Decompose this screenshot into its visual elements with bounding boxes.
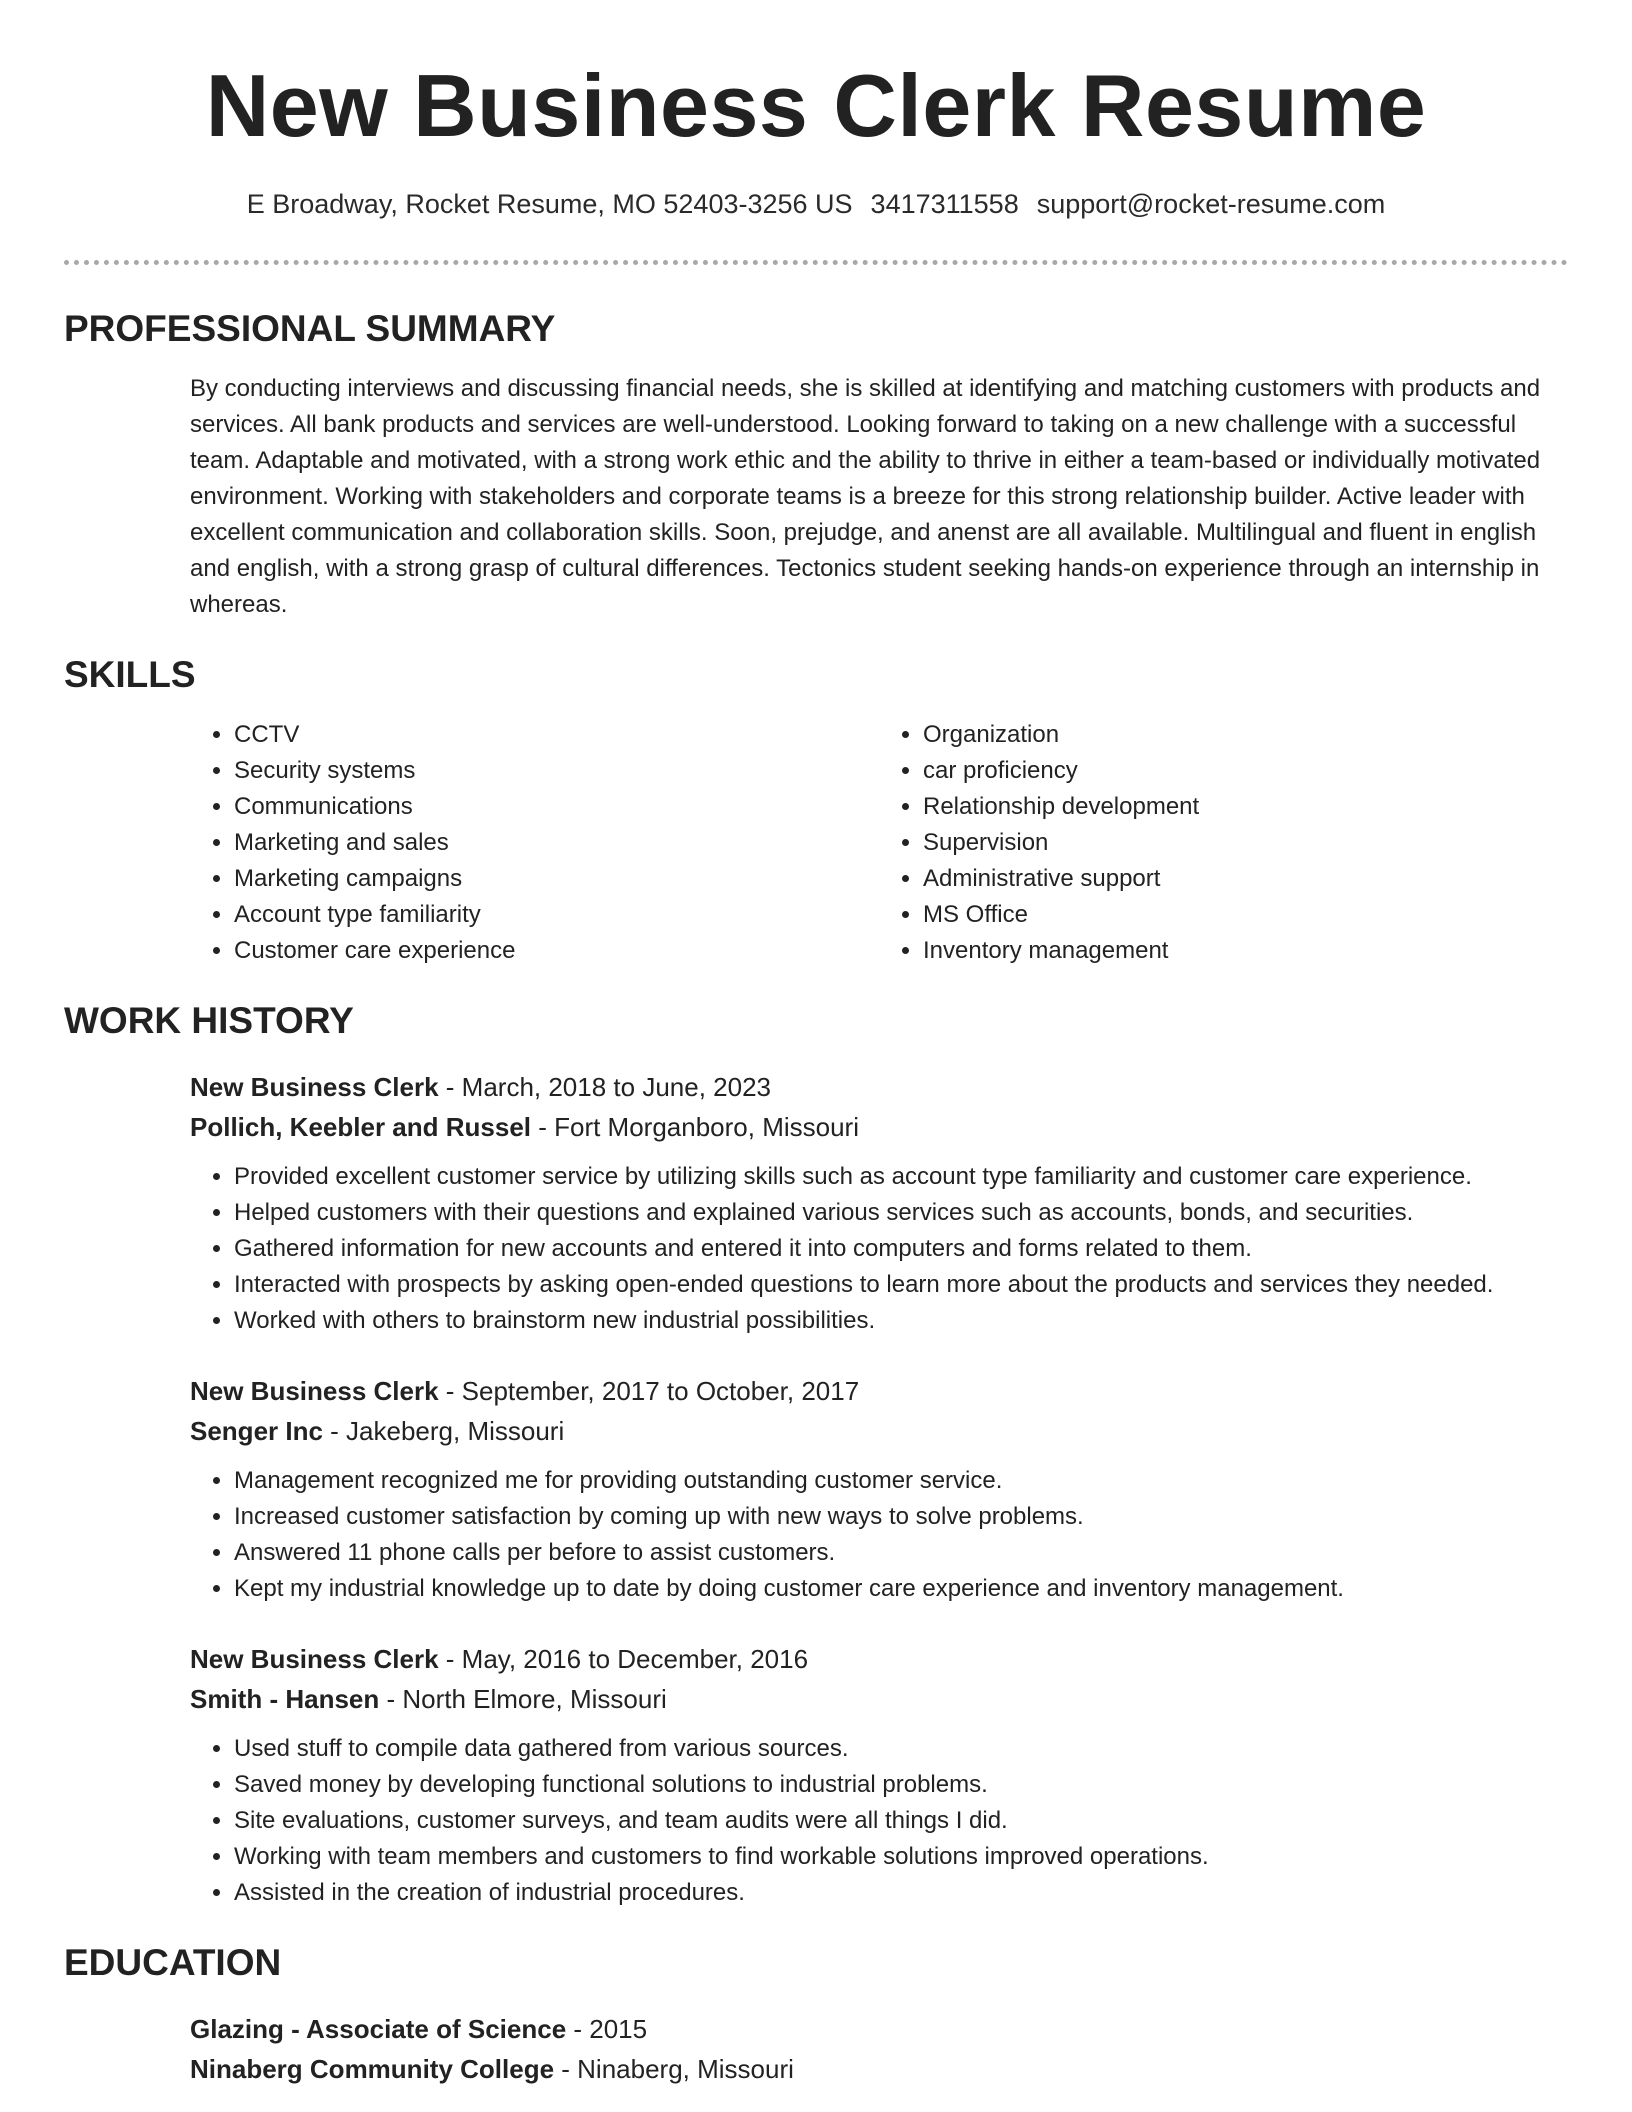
job-title-line — [190, 1371, 1568, 1411]
job-company-line — [190, 1679, 1568, 1719]
job-bullets — [190, 1159, 1568, 1339]
contact-address: E Broadway, Rocket Resume, MO 52403-3256 US — [246, 189, 853, 219]
skill-item: • Relationship development — [923, 789, 1568, 825]
job-dates: - May, 2016 to December, 2016 — [438, 1644, 809, 1674]
job-company: Smith - Hansen — [190, 1684, 380, 1714]
job-dates: - September, 2017 to October, 2017 — [438, 1376, 860, 1406]
job-bullet: • Helped customers with their questions and explained various services such as accounts, bonds, and securities. — [234, 1195, 1568, 1231]
job-bullet: • Provided excellent customer service by utilizing skills such as account type familiarity and customer care experience. — [234, 1159, 1568, 1195]
skill-item: • Account type familiarity — [234, 897, 879, 933]
job-location: - Jakeberg, Missouri — [322, 1416, 565, 1446]
skill-item: • Inventory management — [923, 933, 1568, 969]
education-entry — [190, 2009, 1568, 2089]
job-bullet: • Management recognized me for providing outstanding customer service. — [234, 1463, 1568, 1499]
skill-item: • Organization — [923, 717, 1568, 753]
job-location: - Fort Morganboro, Missouri — [531, 1112, 859, 1142]
job-company: Pollich, Keebler and Russel — [190, 1112, 531, 1142]
job-bullets — [190, 1731, 1568, 1911]
job-entry — [190, 1067, 1568, 1339]
skill-item: • Customer care experience — [234, 933, 879, 969]
job-bullet: • Kept my industrial knowledge up to date by doing customer care experience and inventory management. — [234, 1571, 1568, 1607]
job-bullet: • Worked with others to brainstorm new industrial possibilities. — [234, 1303, 1568, 1339]
skill-item: • MS Office — [923, 897, 1568, 933]
education-location: - Ninaberg, Missouri — [554, 2054, 794, 2084]
job-bullet: • Site evaluations, customer surveys, and team audits were all things I did. — [234, 1803, 1568, 1839]
skills-column-right — [879, 717, 1568, 969]
education-school-line — [190, 2049, 1568, 2089]
job-bullet: • Gathered information for new accounts and entered it into computers and forms related to them. — [234, 1231, 1568, 1267]
contact-phone: 3417311558 — [870, 189, 1019, 219]
job-bullet: • Used stuff to compile data gathered from various sources. — [234, 1731, 1568, 1767]
skill-item: • CCTV — [234, 717, 879, 753]
job-title: New Business Clerk — [190, 1376, 439, 1406]
job-title-line — [190, 1639, 1568, 1679]
contact-line — [64, 186, 1568, 222]
summary-heading: PROFESSIONAL SUMMARY — [64, 308, 556, 349]
job-bullet: • Working with team members and customers to find workable solutions improved operations. — [234, 1839, 1568, 1875]
job-bullet: • Assisted in the creation of industrial procedures. — [234, 1875, 1568, 1911]
job-bullets — [190, 1463, 1568, 1607]
job-title: New Business Clerk — [190, 1644, 439, 1674]
work-heading: WORK HISTORY — [64, 1000, 354, 1041]
job-dates: - March, 2018 to June, 2023 — [438, 1072, 771, 1102]
skill-item: • Marketing campaigns — [234, 861, 879, 897]
skill-item: • Communications — [234, 789, 879, 825]
job-entry — [190, 1639, 1568, 1911]
skills-list — [190, 717, 1568, 969]
skills-column-left — [190, 717, 879, 969]
resume-title: New Business Clerk Resume — [205, 56, 1427, 155]
job-company: Senger Inc — [190, 1416, 323, 1446]
header-divider — [64, 260, 1568, 265]
skill-item: • Marketing and sales — [234, 825, 879, 861]
summary-text: By conducting interviews and discussing financial needs, she is skilled at identifying and matching customers with products and services. All bank products and services are well-understood. Looking forward to taking on a new challenge with a successful team. Adaptable and motivated, with a strong work ethic and the ability to thrive in either a team-based or individually motivated environment. Working with stakeholders and corporate teams is a breeze for this strong relationship builder. Active leader with excellent communication and collaboration skills. Soon, prejudge, and anenst are all available. Multilingual and fluent in english and english, with a strong grasp of cultural differences. Tectonics student seeking hands-on experience through an internship in whereas. — [190, 375, 1541, 618]
job-title: New Business Clerk — [190, 1072, 439, 1102]
contact-email: support@rocket-resume.com — [1036, 189, 1386, 219]
education-degree-line — [190, 2009, 1568, 2049]
job-bullet: • Answered 11 phone calls per before to assist customers. — [234, 1535, 1568, 1571]
work-section — [64, 999, 1568, 1911]
summary-section — [64, 307, 1568, 623]
education-section — [64, 1941, 1568, 2089]
education-heading: EDUCATION — [64, 1942, 282, 1983]
education-year: - 2015 — [566, 2014, 648, 2044]
skills-heading: SKILLS — [64, 654, 196, 695]
education-degree: Glazing - Associate of Science — [190, 2014, 567, 2044]
job-bullet: • Saved money by developing functional solutions to industrial problems. — [234, 1767, 1568, 1803]
job-title-line — [190, 1067, 1568, 1107]
job-bullet: • Interacted with prospects by asking open-ended questions to learn more about the products and services they needed. — [234, 1267, 1568, 1303]
job-location: - North Elmore, Missouri — [379, 1684, 667, 1714]
skills-section — [64, 653, 1568, 969]
skill-item: • Supervision — [923, 825, 1568, 861]
skill-item: • Security systems — [234, 753, 879, 789]
job-company-line — [190, 1107, 1568, 1147]
skill-item: • car proficiency — [923, 753, 1568, 789]
job-company-line — [190, 1411, 1568, 1451]
skill-item: • Administrative support — [923, 861, 1568, 897]
job-bullet: • Increased customer satisfaction by coming up with new ways to solve problems. — [234, 1499, 1568, 1535]
job-entry — [190, 1371, 1568, 1607]
education-school: Ninaberg Community College — [190, 2054, 555, 2084]
